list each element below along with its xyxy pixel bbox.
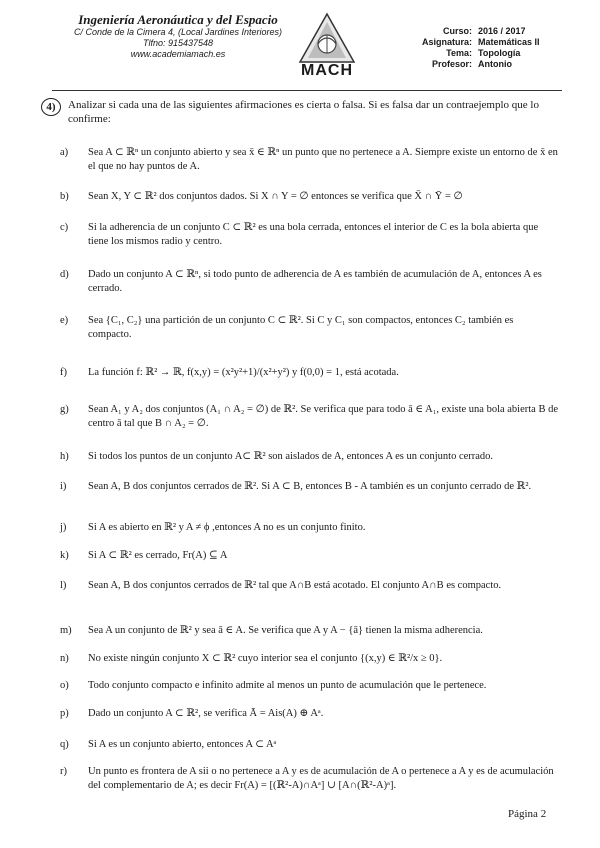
info-label: Profesor: bbox=[431, 59, 472, 69]
statement-text: Si A es un conjunto abierto, entonces A ⊂ Aᵃ bbox=[88, 739, 277, 750]
statement-letter: p) bbox=[60, 708, 69, 719]
statement-letter: i) bbox=[60, 481, 67, 492]
statement-text: Sean A, B dos conjuntos cerrados de ℝ². Si A ⊂ B, entonces B - A también es un conjunto cerrado de ℝ². bbox=[88, 481, 532, 492]
statement-letter: f) bbox=[60, 367, 67, 378]
info-row bbox=[404, 26, 540, 37]
school-name: Ingeniería Aeronáutica y del Espacio bbox=[78, 12, 278, 27]
statement-letter: l) bbox=[60, 580, 67, 591]
statement-letter: n) bbox=[60, 653, 69, 664]
statement-letter: a) bbox=[60, 147, 69, 158]
statement-letter: c) bbox=[60, 222, 69, 233]
info-row bbox=[404, 37, 540, 48]
question-intro: Analizar si cada una de las siguientes afirmaciones es cierta o falsa. Si es falsa dar un contraejemplo que lo confirme: bbox=[68, 99, 539, 125]
statement-text: Sea A un conjunto de ℝ² y sea ā ∈ A. Se verifica que A y A − {ā} tienen la misma adherencia. bbox=[88, 625, 483, 636]
statement-text: Si la adherencia de un conjunto C ⊂ ℝ² es una bola cerrada, entonces el interior de C es la bola abierta que tiene los mismos radio y centro. bbox=[88, 222, 539, 247]
statement-letter: k) bbox=[60, 550, 69, 561]
info-label: Tema: bbox=[446, 48, 472, 58]
school-block bbox=[58, 12, 298, 60]
logo-text: MACH bbox=[301, 62, 353, 79]
statement-text: Dado un conjunto A ⊂ ℝ², se verifica Ā = Ais(A) ⊕ Aᵃ. bbox=[88, 708, 324, 719]
statement-letter: r) bbox=[60, 766, 67, 777]
statement-text: Un punto es frontera de A sii o no pertenece a A y es de acumulación de A o pertenece a A y es de acumulación del complementario de A; es decir Fr(A) = [(ℝ²-A)∩Aᵃ] ∪ [A∩(ℝ²-A)ᵃ]. bbox=[88, 766, 554, 791]
statement-text: Si A ⊂ ℝ² es cerrado, Fr(A) ⊆ A bbox=[88, 550, 228, 561]
header-divider bbox=[52, 90, 562, 91]
statement-letter: g) bbox=[60, 404, 69, 415]
statement-text: Sea {C₁, C₂} una partición de un conjunto C ⊂ ℝ². Si C y C₁ son compactos, entonces C₂ también es compacto. bbox=[88, 315, 514, 340]
statement-letter: d) bbox=[60, 269, 69, 280]
question-number: 4) bbox=[41, 98, 61, 116]
statement-text: Si todos los puntos de un conjunto A⊂ ℝ² son aislados de A, entonces A es un conjunto cerrado. bbox=[88, 451, 494, 462]
info-value: 2016 / 2017 bbox=[478, 26, 526, 36]
statement-letter: o) bbox=[60, 680, 69, 691]
school-address: C/ Conde de la Cimera 4, (Local Jardines Interiores) bbox=[73, 27, 283, 37]
course-info bbox=[404, 26, 540, 70]
statement-text: Todo conjunto compacto e infinito admite al menos un punto de acumulación que le pertenece. bbox=[88, 680, 487, 691]
statement-letter: j) bbox=[60, 522, 67, 533]
statement-text: Si A es abierto en ℝ² y A ≠ ϕ ,entonces A no es un conjunto finito. bbox=[88, 522, 366, 533]
info-label: Asignatura: bbox=[421, 37, 472, 47]
school-phone: Tlfno: 915437548 bbox=[142, 38, 214, 48]
statement-text: Sea A ⊂ ℝⁿ un conjunto abierto y sea x̄ ∈ ℝⁿ un punto que no pertenece a A. Siempre existe un entorno de x̄ en el que no hay puntos de A. bbox=[88, 147, 558, 172]
page-number: Página 2 bbox=[508, 808, 547, 820]
statement-letter: m) bbox=[60, 625, 72, 636]
statement-text: Sean A, B dos conjuntos cerrados de ℝ² tal que A∩B está acotado. El conjunto A∩B es compacto. bbox=[88, 580, 502, 591]
info-value: Antonio bbox=[478, 59, 512, 69]
info-label: Curso: bbox=[443, 26, 472, 36]
info-row bbox=[404, 59, 540, 70]
statement-letter: q) bbox=[60, 739, 69, 750]
info-row bbox=[404, 48, 540, 59]
info-value: Matemáticas II bbox=[478, 37, 540, 47]
statement-text: No existe ningún conjunto X ⊂ ℝ² cuyo interior sea el conjunto {(x,y) ∈ ℝ²/x ≥ 0}. bbox=[88, 653, 443, 664]
statement-text: Sean A₁ y A₂ dos conjuntos (A₁ ∩ A₂ = ∅) de ℝ². Se verifica que para todo ā ∈ A₁, existe una bola abierta B de centro ā tal que B ∩ A₂ = ∅. bbox=[88, 404, 558, 429]
statement-letter: h) bbox=[60, 451, 69, 462]
statement-text: Sean X, Y ⊂ ℝ² dos conjuntos dados. Si X ∩ Y = ∅ entonces se verifica que X̄ ∩ Ȳ = ∅ bbox=[88, 191, 463, 202]
statement-letter: b) bbox=[60, 191, 69, 202]
statement-text: La función f: ℝ² → ℝ, f(x,y) = (x²y²+1)/(x²+y²) y f(0,0) = 1, está acotada. bbox=[88, 367, 399, 378]
school-web: www.academiamach.es bbox=[130, 49, 226, 59]
info-value: Topología bbox=[478, 48, 521, 58]
statement-letter: e) bbox=[60, 315, 69, 326]
statement-text: Dado un conjunto A ⊂ ℝⁿ, si todo punto de adherencia de A es también de acumulación de A, entonces A es cerrado. bbox=[88, 269, 542, 294]
page-header bbox=[0, 0, 600, 90]
